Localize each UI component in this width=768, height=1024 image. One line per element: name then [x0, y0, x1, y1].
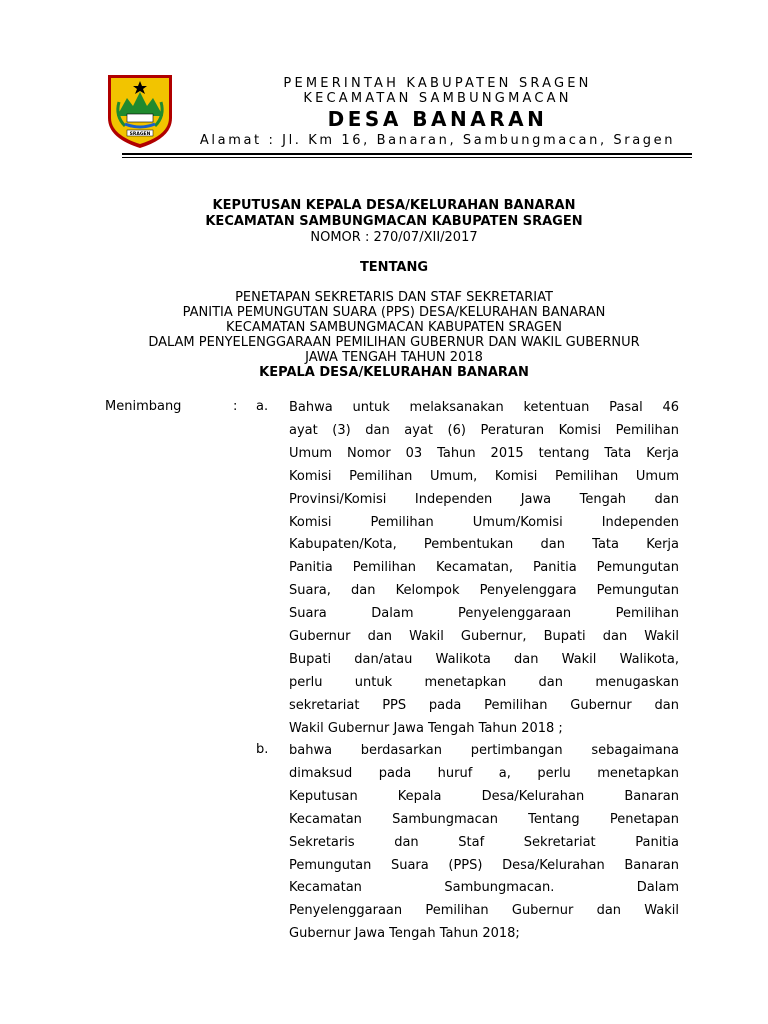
paragraph-line: Gubernur Jawa Tengah Tahun 2018; [289, 926, 520, 942]
letterhead-village: DESA BANARAN [327, 107, 548, 131]
item-b-letter: b. [256, 742, 269, 757]
paragraph-line: Suara, dan Kelompok Penyelenggara Pemungutan [289, 583, 679, 599]
decree-title-line2: KECAMATAN SAMBUNGMACAN KABUPATEN SRAGEN [205, 214, 583, 229]
letterhead-government: PEMERINTAH KABUPATEN SRAGEN [283, 76, 592, 91]
paragraph-line: Wakil Gubernur Jawa Tengah Tahun 2018 ; [289, 720, 563, 736]
menimbang-colon: : [233, 399, 238, 414]
paragraph-line: perlu untuk menetapkan dan menugaskan [289, 674, 679, 690]
paragraph-line: Kabupaten/Kota, Pembentukan dan Tata Kerja [289, 537, 679, 553]
paragraph-line: Keputusan Kepala Desa/Kelurahan Banaran [289, 788, 679, 804]
letterhead-divider-thin [122, 157, 692, 158]
paragraph-line: Penyelenggaraan Pemilihan Gubernur dan Wakil [289, 903, 679, 919]
paragraph-line: Pemungutan Suara (PPS) Desa/Kelurahan Banaran [289, 857, 679, 873]
paragraph-line: Suara Dalam Penyelenggaraan Pemilihan [289, 606, 679, 622]
decree-number: NOMOR : 270/07/XII/2017 [310, 230, 478, 245]
item-a-letter: a. [256, 399, 269, 414]
paragraph-line: Kecamatan Sambungmacan. Dalam [289, 880, 679, 896]
subject-line5: JAWA TENGAH TAHUN 2018 [305, 350, 483, 365]
letterhead-divider-thick [122, 153, 692, 155]
paragraph-line: ayat (3) dan ayat (6) Peraturan Komisi Pemilihan [289, 422, 679, 438]
paragraph-line: Sekretaris dan Staf Sekretariat Panitia [289, 834, 679, 850]
paragraph-line: Kecamatan Sambungmacan Tentang Penetapan [289, 811, 679, 827]
paragraph-line: Bupati dan/atau Walikota dan Wakil Walikota, [289, 651, 679, 667]
decree-title [0, 198, 768, 246]
subject-line2: PANITIA PEMUNGUTAN SUARA (PPS) DESA/KELURAHAN BANARAN [182, 305, 606, 320]
subject-line4: DALAM PENYELENGGARAAN PEMILIHAN GUBERNUR DAN WAKIL GUBERNUR [148, 335, 640, 350]
paragraph-line: Provinsi/Komisi Independen Jawa Tengah dan [289, 491, 679, 507]
paragraph-line: Gubernur dan Wakil Gubernur, Bupati dan Wakil [289, 629, 679, 645]
paragraph-line: Panitia Pemilihan Kecamatan, Panitia Pemungutan [289, 560, 679, 576]
item-a-paragraph [289, 397, 679, 741]
paragraph-line: Komisi Pemilihan Umum/Komisi Independen [289, 514, 679, 530]
decree-title-line1: KEPUTUSAN KEPALA DESA/KELURAHAN BANARAN [212, 198, 576, 213]
svg-text:SRAGEN: SRAGEN [129, 132, 151, 137]
letterhead-district: KECAMATAN SAMBUNGMACAN [303, 91, 572, 106]
paragraph-line: dimaksud pada huruf a, perlu menetapkan [289, 765, 679, 781]
decree-subject [0, 290, 768, 380]
tentang-heading: TENTANG [359, 260, 429, 275]
letterhead [185, 76, 690, 149]
menimbang-label: Menimbang [105, 399, 182, 414]
paragraph-line: Bahwa untuk melaksanakan ketentuan Pasal 46 [289, 400, 679, 415]
subject-line3: KECAMATAN SAMBUNGMACAN KABUPATEN SRAGEN [226, 320, 562, 335]
paragraph-line: Umum Nomor 03 Tahun 2015 tentang Tata Kerja [289, 445, 679, 461]
paragraph-line: Komisi Pemilihan Umum, Komisi Pemilihan Umum [289, 468, 679, 484]
paragraph-line: sekretariat PPS pada Pemilihan Gubernur dan [289, 697, 679, 713]
letterhead-address: Alamat : Jl. Km 16, Banaran, Sambungmacan, Sragen [199, 133, 676, 148]
issuer-heading: KEPALA DESA/KELURAHAN BANARAN [259, 365, 529, 380]
paragraph-line: bahwa berdasarkan pertimbangan sebagaimana [289, 743, 679, 758]
item-b-paragraph [289, 740, 679, 946]
regency-coat-of-arms-logo [105, 72, 175, 150]
subject-line1: PENETAPAN SEKRETARIS DAN STAF SEKRETARIAT [235, 290, 553, 305]
